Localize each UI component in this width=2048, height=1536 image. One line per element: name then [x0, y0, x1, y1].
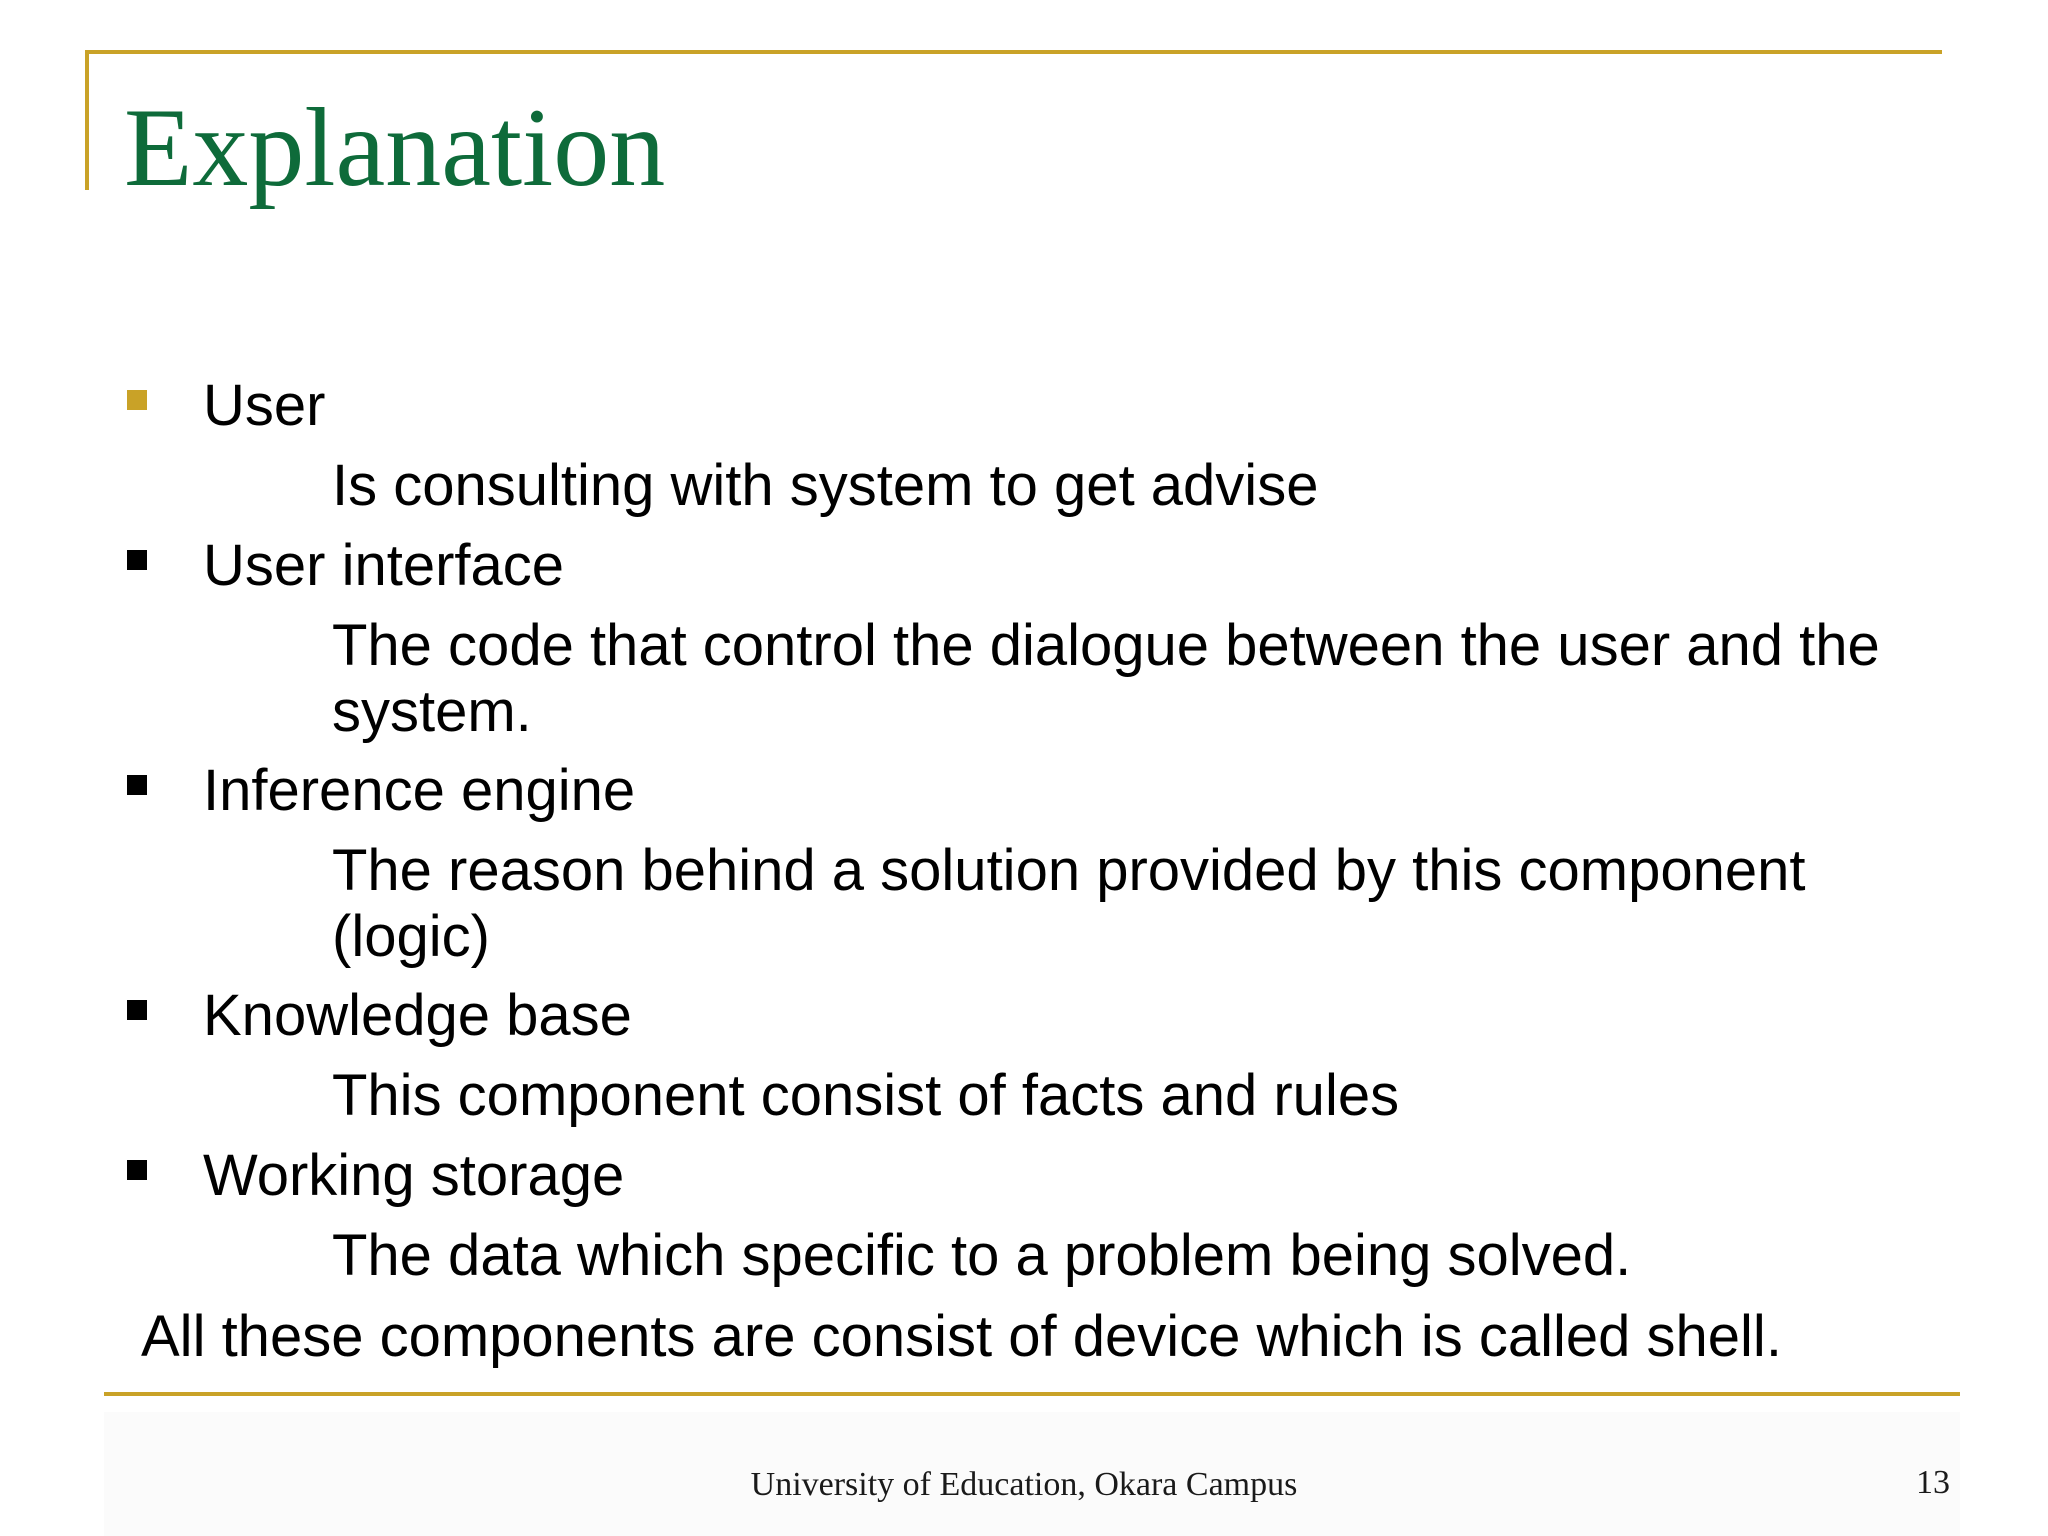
summary-text: All these components are consist of device which is called shell.: [141, 1304, 1782, 1369]
bullet-heading: Inference engine: [203, 758, 636, 823]
footer-institution: University of Education, Okara Campus: [750, 1466, 1298, 1503]
bullet-square-icon: [127, 550, 147, 570]
bullet-heading: User interface: [203, 533, 565, 598]
bullet-description: The data which specific to a problem being solved.: [332, 1223, 1632, 1288]
bullet-square-icon: [127, 1000, 147, 1020]
page-number: 13: [1916, 1464, 1950, 1501]
bullet-square-icon: [127, 775, 147, 795]
bullet-description: Is consulting with system to get advise: [332, 453, 1319, 518]
bullet-description: This component consist of facts and rules: [332, 1063, 1400, 1128]
bottom-accent-line: [104, 1392, 1960, 1396]
bullet-heading: Knowledge base: [203, 983, 632, 1048]
bullet-heading: User: [203, 373, 326, 438]
slide-title: Explanation: [124, 86, 666, 210]
bullet-square-icon: [127, 390, 147, 410]
bullet-description: The code that control the dialogue between the user and the system.: [332, 613, 1880, 744]
bullet-square-icon: [127, 1160, 147, 1180]
bullet-description: The reason behind a solution provided by this component (logic): [332, 838, 1806, 969]
bullet-heading: Working storage: [203, 1143, 625, 1208]
